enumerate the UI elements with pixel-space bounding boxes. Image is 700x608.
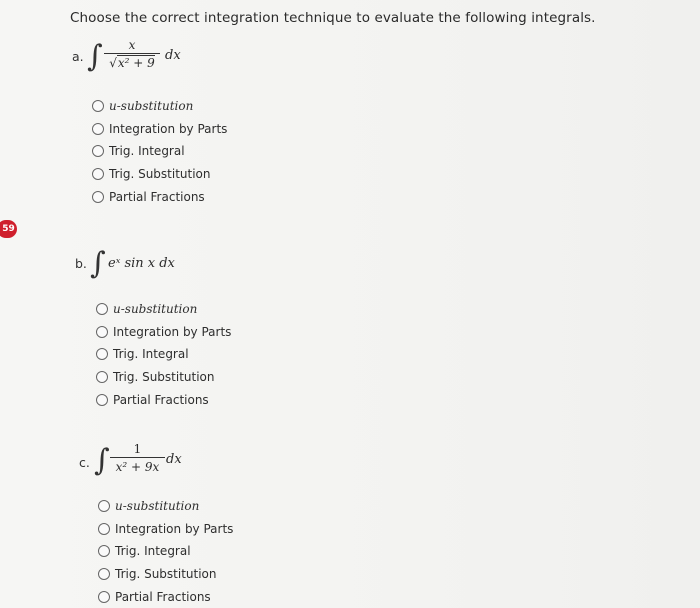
radio-button[interactable] <box>98 500 110 512</box>
question-c-numerator: 1 <box>133 442 142 456</box>
question-c-option-integration-by-parts[interactable]: Integration by Parts <box>98 518 233 541</box>
radio-button[interactable] <box>92 168 104 180</box>
radio-button[interactable] <box>96 371 108 383</box>
instruction-text: Choose the correct integration technique to evaluate the following integrals. <box>70 10 596 26</box>
radio-button[interactable] <box>92 145 104 157</box>
question-b-option-u-substitution[interactable]: u-substitution <box>96 298 231 321</box>
radio-button[interactable] <box>98 568 110 580</box>
question-b-option-integration-by-parts[interactable]: Integration by Parts <box>96 321 231 344</box>
radio-button[interactable] <box>92 123 104 135</box>
question-a-radicand: x² + 9 <box>117 56 155 70</box>
question-a-denominator <box>104 54 160 70</box>
question-b-integral-sign: ∫ <box>90 246 106 281</box>
question-c-label: c. <box>79 455 90 470</box>
question-a-integral-sign: ∫ <box>87 39 103 74</box>
radio-button[interactable] <box>92 100 104 112</box>
question-b-option-partial-fractions[interactable]: Partial Fractions <box>96 388 231 411</box>
question-a-label: a. <box>72 49 84 64</box>
question-c-differential: dx <box>166 452 182 467</box>
question-a-option-trig-substitution[interactable]: Trig. Substitution <box>92 163 227 186</box>
radio-button[interactable] <box>98 545 110 557</box>
radio-button[interactable] <box>96 326 108 338</box>
question-a-option-integration-by-parts[interactable]: Integration by Parts <box>92 118 227 141</box>
radio-button[interactable] <box>96 303 108 315</box>
question-a-numerator: x <box>128 38 136 52</box>
question-c-option-trig-integral[interactable]: Trig. Integral <box>98 540 233 563</box>
radio-button[interactable] <box>96 394 108 406</box>
question-b-option-trig-integral[interactable]: Trig. Integral <box>96 343 231 366</box>
question-a-option-trig-integral[interactable]: Trig. Integral <box>92 140 227 163</box>
question-number-badge: 59 <box>0 220 17 238</box>
question-b-integrand: eˣ sin x dx <box>108 256 175 271</box>
question-a-differential: dx <box>165 48 181 63</box>
question-b-option-trig-substitution[interactable]: Trig. Substitution <box>96 366 231 389</box>
radio-button[interactable] <box>98 591 110 603</box>
question-c-option-u-substitution[interactable]: u-substitution <box>98 495 233 518</box>
question-b-options <box>96 298 231 411</box>
question-a-option-partial-fractions[interactable]: Partial Fractions <box>92 185 227 208</box>
question-c-option-trig-substitution[interactable]: Trig. Substitution <box>98 563 233 586</box>
question-a-options <box>92 95 227 208</box>
question-c-options <box>98 495 233 608</box>
question-c-option-partial-fractions[interactable]: Partial Fractions <box>98 585 233 608</box>
question-a-fraction <box>104 38 160 70</box>
radio-button[interactable] <box>96 348 108 360</box>
question-c-fraction <box>110 442 165 474</box>
question-a-radical-sign: √ <box>109 56 117 70</box>
radio-button[interactable] <box>98 523 110 535</box>
question-c-integral-sign: ∫ <box>94 443 110 478</box>
question-b-label: b. <box>75 256 87 271</box>
question-a-option-u-substitution[interactable]: u-substitution <box>92 95 227 118</box>
question-c-denominator: x² + 9x <box>115 460 160 474</box>
radio-button[interactable] <box>92 191 104 203</box>
